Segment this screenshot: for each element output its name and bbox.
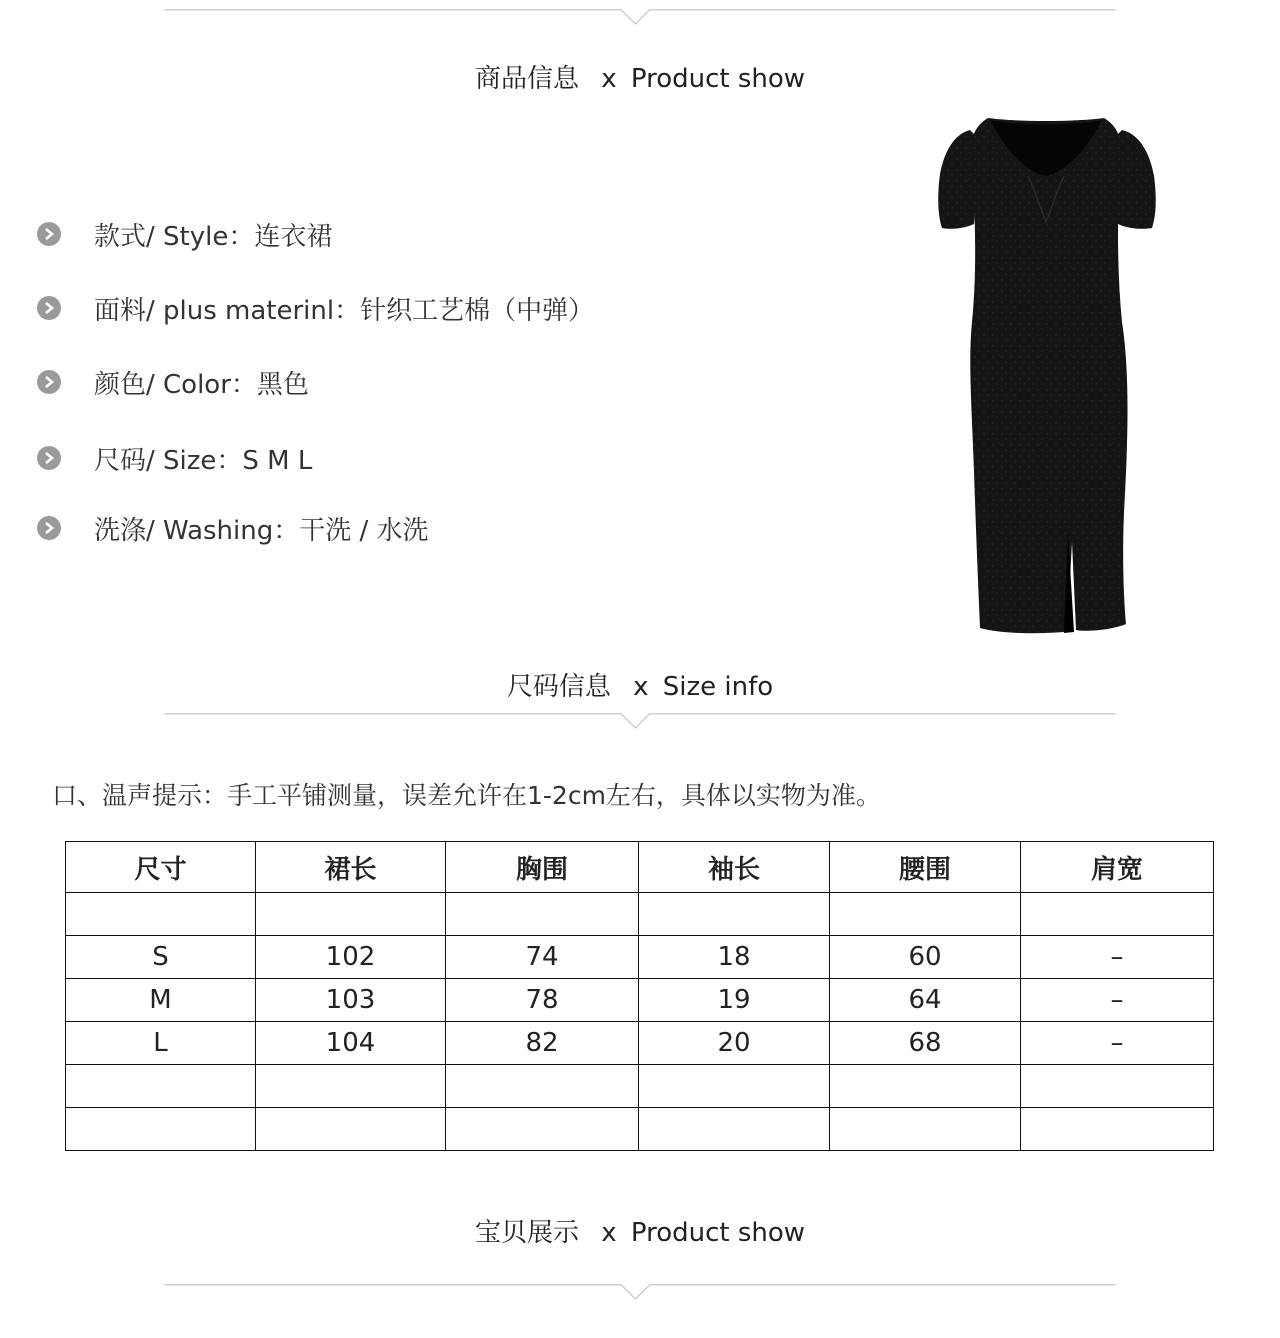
header-length: 裙长	[256, 842, 446, 893]
table-row	[66, 936, 1214, 979]
table-cell	[66, 1108, 256, 1151]
section-title-size-info	[0, 666, 1280, 703]
table-cell	[639, 893, 830, 936]
table-cell	[256, 893, 446, 936]
spec-color: 颜色/ Color：黑色	[94, 369, 309, 400]
table-row	[66, 979, 1214, 1022]
table-row	[66, 1065, 1214, 1108]
table-cell	[446, 1065, 639, 1108]
table-cell: 102	[256, 936, 446, 979]
table-cell	[446, 893, 639, 936]
table-cell: 18	[639, 936, 830, 979]
header-sleeve: 袖长	[639, 842, 830, 893]
table-cell: 60	[830, 936, 1021, 979]
section-divider-middle	[0, 704, 1280, 734]
section-divider-bottom	[0, 1275, 1280, 1305]
section-title-sep: x	[633, 672, 649, 702]
table-header-row	[66, 842, 1214, 893]
table-cell: –	[1021, 936, 1214, 979]
spec-size: 尺码/ Size：S M L	[94, 445, 313, 476]
section-title-product-info	[0, 58, 1280, 95]
table-cell: 78	[446, 979, 639, 1022]
table-cell	[830, 893, 1021, 936]
table-cell: 19	[639, 979, 830, 1022]
table-cell	[830, 1065, 1021, 1108]
header-bust: 胸围	[446, 842, 639, 893]
table-cell: –	[1021, 979, 1214, 1022]
spec-row-washing	[36, 508, 429, 548]
section-title-sep: x	[601, 1218, 617, 1248]
table-cell	[256, 1065, 446, 1108]
table-cell	[66, 1065, 256, 1108]
chevron-circle-right-icon	[36, 369, 62, 395]
chevron-circle-right-icon	[36, 295, 62, 321]
section-title-gallery	[0, 1212, 1280, 1249]
chevron-circle-right-icon	[36, 221, 62, 247]
table-cell: 64	[830, 979, 1021, 1022]
spec-washing: 洗涤/ Washing：干洗 / 水洗	[94, 515, 429, 546]
section-divider-top	[0, 0, 1280, 30]
table-row	[66, 1108, 1214, 1151]
table-cell	[66, 893, 256, 936]
section-title-en: Size info	[662, 672, 774, 702]
header-waist: 腰围	[830, 842, 1021, 893]
spec-row-size	[36, 438, 312, 478]
spec-material: 面料/ plus materinl：针织工艺棉（中弹）	[94, 295, 595, 326]
table-cell: 74	[446, 936, 639, 979]
header-size: 尺寸	[66, 842, 256, 893]
table-cell	[256, 1108, 446, 1151]
table-cell: 68	[830, 1022, 1021, 1065]
table-cell: –	[1021, 1022, 1214, 1065]
table-cell: L	[66, 1022, 256, 1065]
size-table	[65, 841, 1214, 1151]
spec-row-color	[36, 362, 309, 402]
product-image-dress	[928, 112, 1164, 638]
table-cell	[639, 1065, 830, 1108]
table-row	[66, 893, 1214, 936]
section-title-cn: 尺码信息	[506, 672, 611, 702]
table-cell: 20	[639, 1022, 830, 1065]
section-title-en: Product show	[630, 1218, 806, 1248]
spec-style: 款式/ Style：连衣裙	[94, 221, 333, 252]
spec-row-material	[36, 288, 594, 328]
table-cell	[639, 1108, 830, 1151]
table-cell: M	[66, 979, 256, 1022]
table-cell	[830, 1108, 1021, 1151]
header-shoulder: 肩宽	[1021, 842, 1214, 893]
table-cell	[446, 1108, 639, 1151]
table-cell: 103	[256, 979, 446, 1022]
chevron-circle-right-icon	[36, 445, 62, 471]
section-title-cn: 商品信息	[474, 64, 579, 94]
spec-row-style	[36, 214, 332, 254]
table-cell: 82	[446, 1022, 639, 1065]
section-title-cn: 宝贝展示	[474, 1218, 579, 1248]
chevron-circle-right-icon	[36, 515, 62, 541]
table-cell	[1021, 893, 1214, 936]
measurement-note: 口、温声提示：手工平铺测量，误差允许在1-2cm左右，具体以实物为准。	[52, 781, 881, 810]
section-title-en: Product show	[630, 64, 806, 94]
table-cell: S	[66, 936, 256, 979]
table-cell: 104	[256, 1022, 446, 1065]
table-cell	[1021, 1108, 1214, 1151]
table-row	[66, 1022, 1214, 1065]
section-title-sep: x	[601, 64, 617, 94]
table-cell	[1021, 1065, 1214, 1108]
